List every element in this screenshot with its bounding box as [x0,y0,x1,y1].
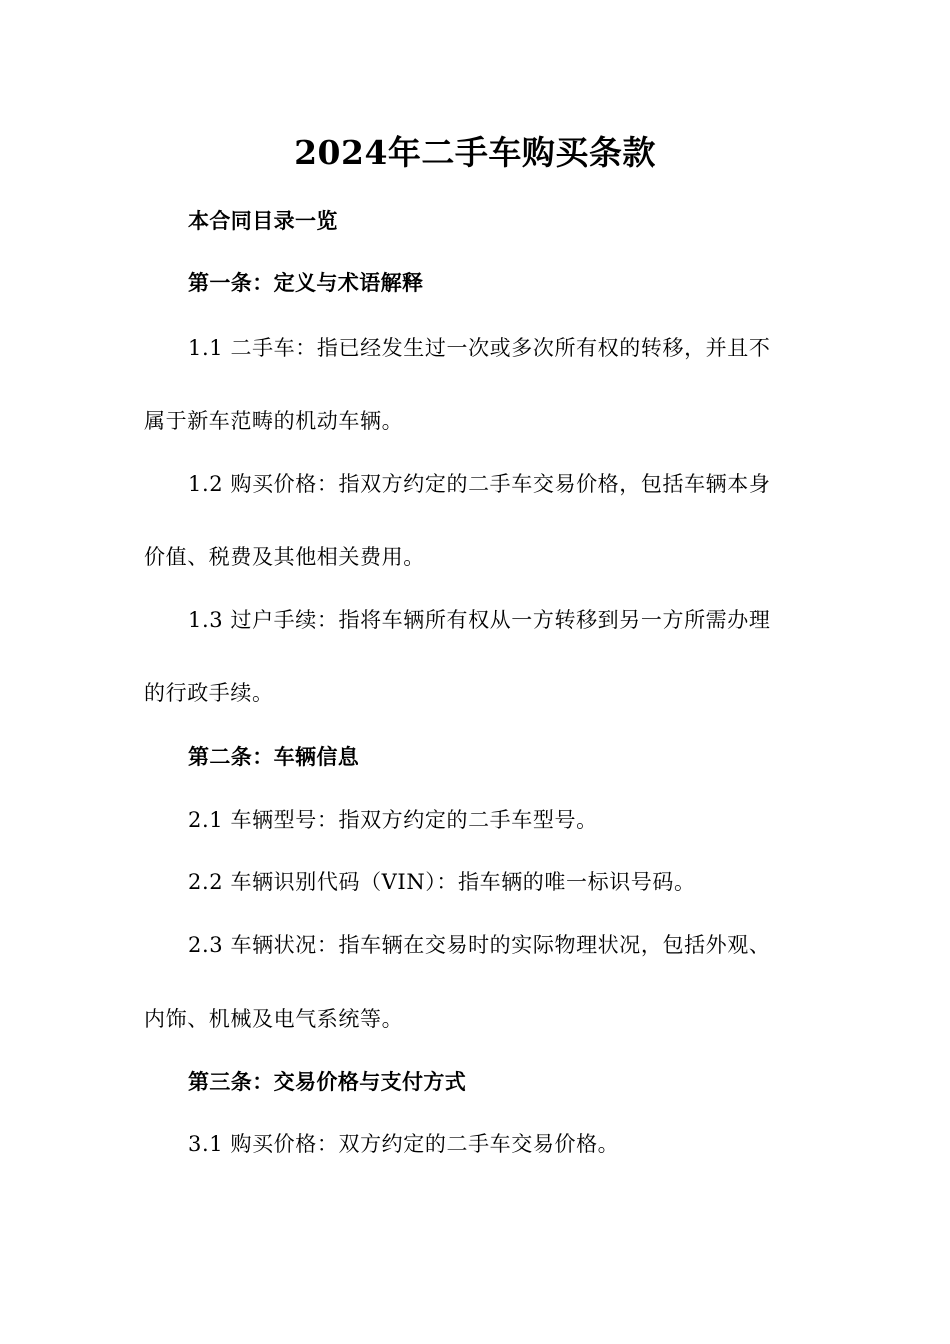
clause-2-1-line-1: 2.1 车辆型号：指双方约定的二手车型号。 [188,808,598,832]
section-heading-1: 第一条：定义与术语解释 [188,270,424,295]
clause-1-3-line-1: 1.3 过户手续：指将车辆所有权从一方转移到另一方所需办理 [188,608,771,632]
clause-2-3-line-1: 2.3 车辆状况：指车辆在交易时的实际物理状况，包括外观、 [188,933,771,957]
clause-2-2-line-1: 2.2 车辆识别代码（VIN）：指车辆的唯一标识号码。 [188,870,696,894]
document-title: 2024年二手车购买条款 [294,133,656,172]
clause-1-1-line-2: 属于新车范畴的机动车辆。 [144,409,404,433]
toc-heading: 本合同目录一览 [188,208,338,233]
clause-3-1-line-1: 3.1 购买价格：双方约定的二手车交易价格。 [188,1132,620,1156]
clause-1-1-line-1: 1.1 二手车：指已经发生过一次或多次所有权的转移，并且不 [188,336,771,360]
clause-1-2-line-2: 价值、税费及其他相关费用。 [144,545,425,569]
clause-2-3-line-2: 内饰、机械及电气系统等。 [144,1007,404,1031]
section-heading-2: 第二条：车辆信息 [188,744,360,769]
clause-1-2-line-1: 1.2 购买价格：指双方约定的二手车交易价格，包括车辆本身 [188,472,771,496]
clause-1-3-line-2: 的行政手续。 [144,681,274,705]
section-heading-3: 第三条：交易价格与支付方式 [188,1069,467,1094]
